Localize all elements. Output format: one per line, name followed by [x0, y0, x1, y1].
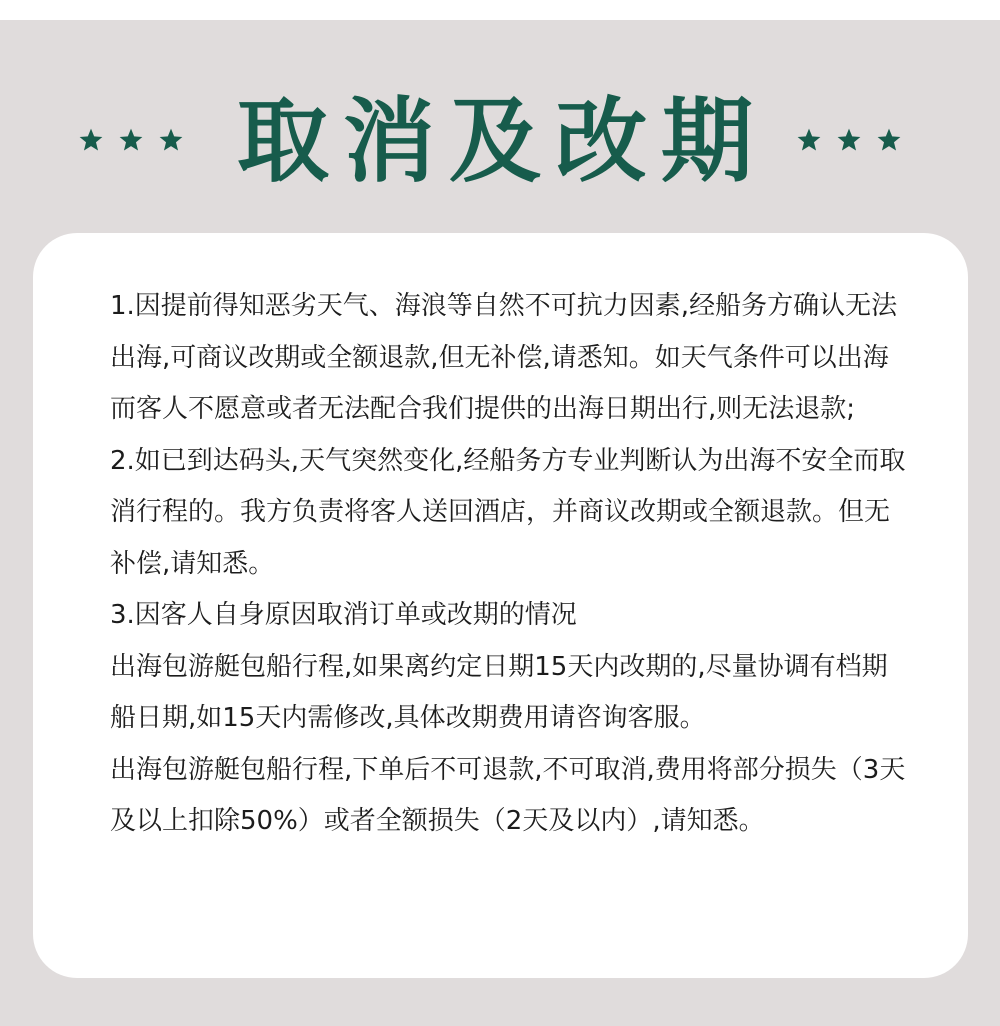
- policy-card: [33, 233, 968, 978]
- page-title: 取消及改期: [236, 88, 767, 195]
- policy-paragraph-4: 出海包游艇包船行程,如果离约定日期15天内改期的,尽量协调有档期船日期,如15天内需修改,具体改期费用请咨询客服。: [110, 651, 888, 733]
- policy-paragraph-1: 1.因提前得知恶劣天气、海浪等自然不可抗力因素,经船务方确认无法出海,可商议改期或全额退款,但无补偿,请悉知。如天气条件可以出海而客人不愿意或者无法配合我们提供的出海日期出行,则无法退款;: [110, 291, 898, 424]
- star-icon: [796, 127, 822, 153]
- right-stars: [796, 120, 902, 160]
- star-icon: [118, 127, 144, 153]
- policy-paragraph-5: 出海包游艇包船行程,下单后不可退款,不可取消,费用将部分损失（3天及以上扣除50%）或者全额损失（2天及以内）,请知悉。: [110, 754, 906, 836]
- title-row: [0, 82, 1000, 202]
- star-icon: [836, 127, 862, 153]
- star-icon: [158, 127, 184, 153]
- policy-paragraph-3: 3.因客人自身原因取消订单或改期的情况: [110, 600, 577, 630]
- policy-text: [110, 281, 910, 848]
- page-background: [0, 20, 1000, 1026]
- star-icon: [78, 127, 104, 153]
- star-icon: [876, 127, 902, 153]
- left-stars: [78, 120, 184, 160]
- policy-paragraph-2: 2.如已到达码头,天气突然变化,经船务方专业判断认为出海不安全而取消行程的。我方负责将客人送回酒店，并商议改期或全额退款。但无补偿,请知悉。: [110, 445, 906, 579]
